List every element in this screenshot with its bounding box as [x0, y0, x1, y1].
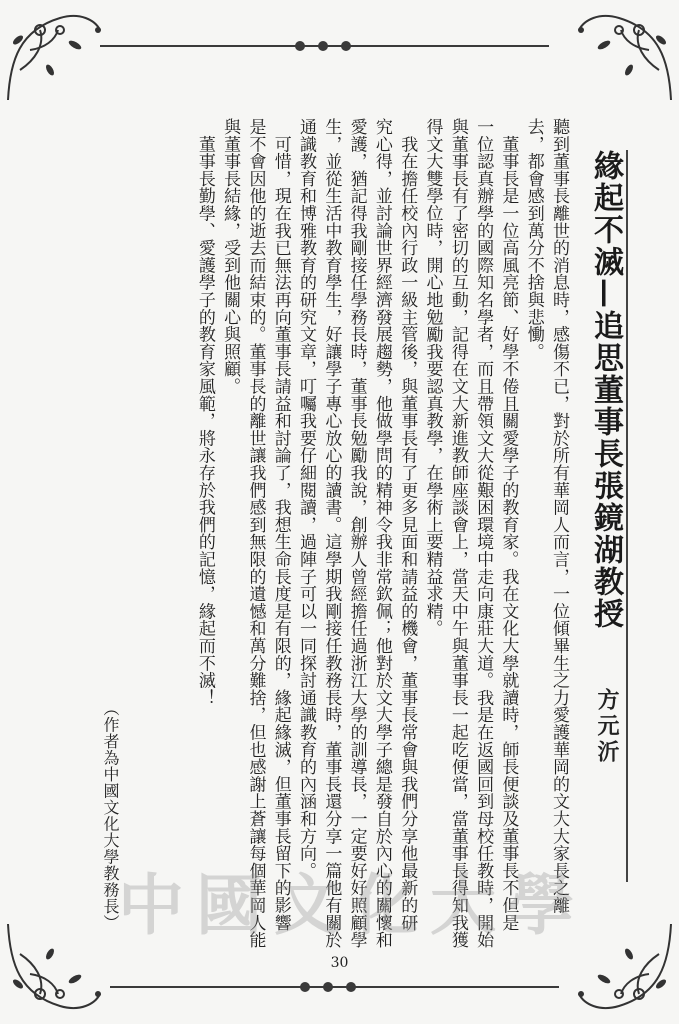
corner-ornament-top-left [0, 0, 110, 110]
top-rule-knot-left [295, 41, 305, 51]
title-divider-line [626, 150, 628, 882]
top-rule-knot-right [341, 41, 351, 51]
bottom-border-rule [110, 986, 559, 988]
bottom-rule-knot-center [323, 982, 333, 992]
article-body: 聽到董事長離世的消息時，感傷不已，對於所有華岡人而言，一位傾畢生之力愛護華岡的文大大家長之離 去，都會感到萬分不捨與悲慟。 董事長是一位高風亮節、好學不倦且關愛學子的教育家。我在文化大學就讀時，師長便談及董事長不但是 一位認真辦學的國際知名學者，而且帶領文大從艱困環境中走向康莊大道。我是在返國回到母校任教時，開始 與董事長有了密切的互動，記得在文大新進教師座談會上，當天中午與董事長一起吃便當，當董事長得知我獲 得文大雙學位時，開心地勉勵我要認真教學，在學術上要精益求精。 我在擔任校內行政一級主管後，與董事長有了更多見面和請益的機會，董事長常會與我們分享他最新的研 究心得，並討論世界經濟發展趨勢，他做學問的精神令我非常欽佩；他對於文大學子總是發自於內心的關懷和 愛護，猶記得我剛接任學務長時，董事長勉勵我說，創辦人曾經擔任過浙江大學的訓導長，一定要好好照顧學 生，並從生活中教育學生，好讓學子專心放心的讀書。這學期我剛接任教務長時，董事長還分享一篇他有關於 通識教育和博雅教育的研究文章，叮囑我要仔細閱讀，過陣子可以一同探討通識教育的內涵和方向。 可惜，現在我已無法再向董事長請益和討論了，我想生命長度是有限的，緣起緣滅，但董事長留下的影響 是不會因他的逝去而結束的。董事長的離世讓我們感到無限的遺憾和萬分難捨，但也感謝上蒼讓每個華岡人能 與董事長結緣，受到他關心與照顧。 董事長勤學、愛護學子的教育家風範，將永存於我們的記憶，緣起而不滅！ [194, 118, 569, 949]
bottom-rule-knot-right [346, 982, 356, 992]
page-number: 30 [330, 955, 349, 971]
author-note: （作者為中國文化大學教務長） [101, 700, 120, 931]
bottom-rule-knot-left [300, 982, 310, 992]
corner-ornament-top-right [569, 0, 679, 110]
watermark: 中國文化大學 [118, 867, 586, 944]
article-title: 緣起不滅—追思董事長張鏡湖教授 [588, 150, 623, 630]
author-name: 方元沂 [594, 688, 620, 766]
top-rule-knot-center [318, 41, 328, 51]
